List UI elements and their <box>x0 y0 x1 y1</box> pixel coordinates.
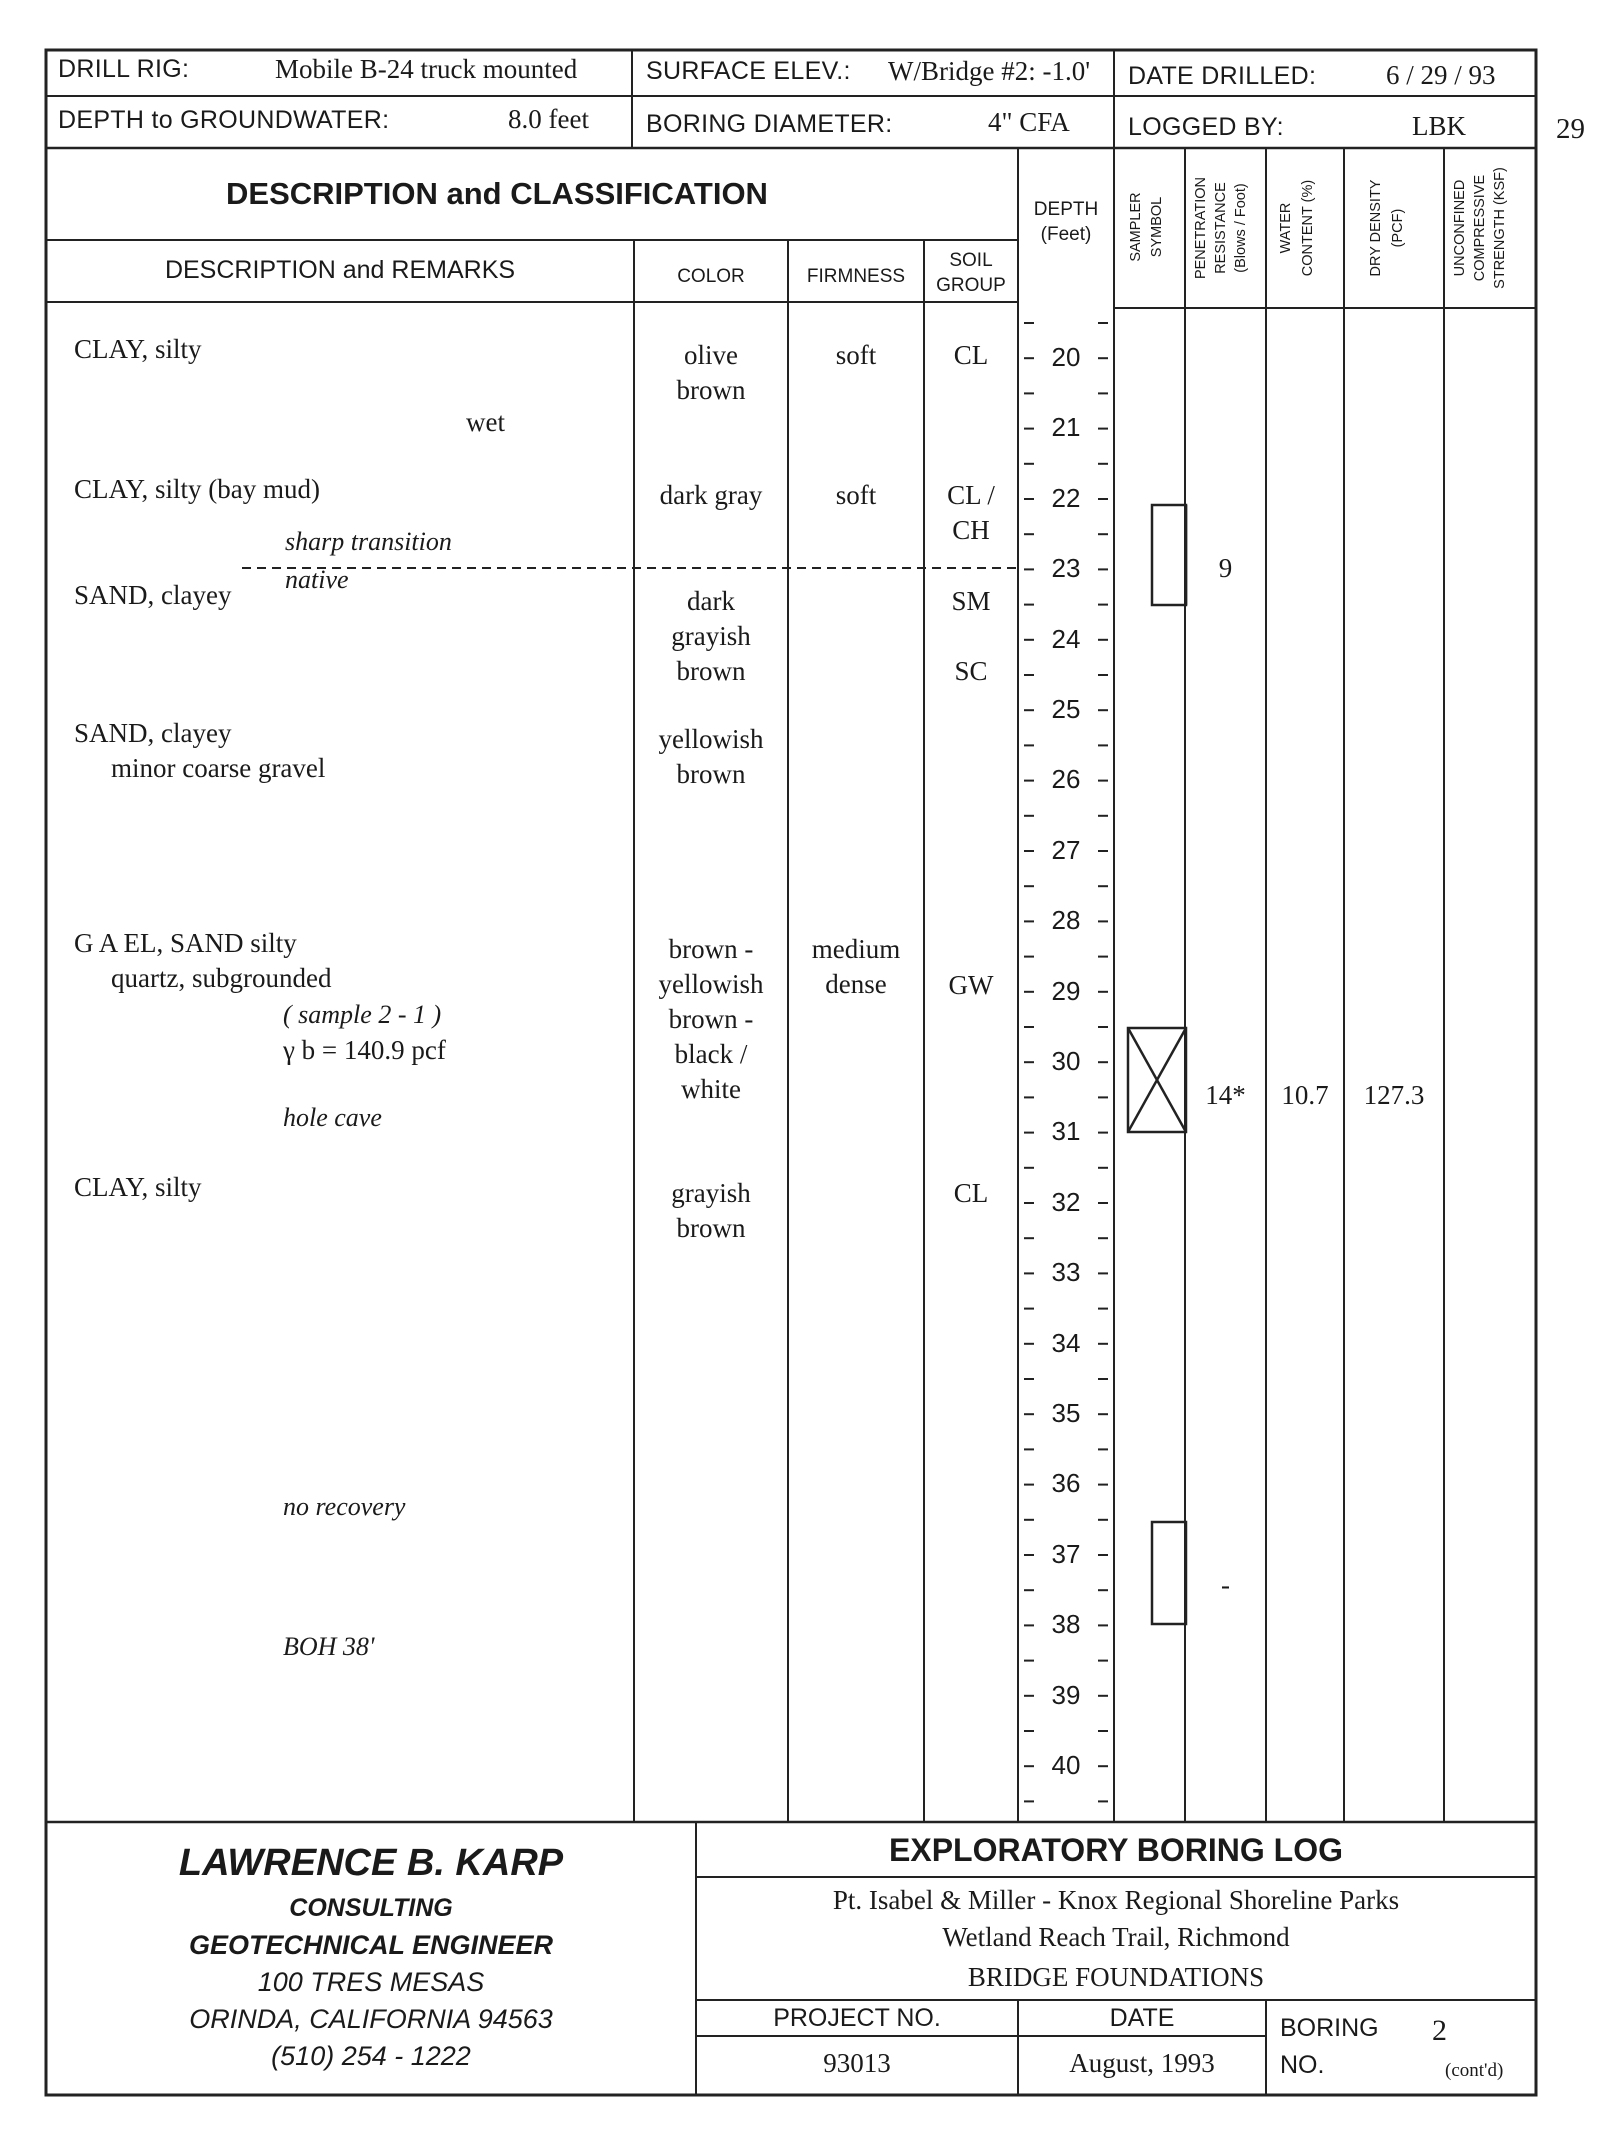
description-item: CLAY, silty (bay mud) <box>74 474 321 504</box>
drill-rig-value: Mobile B-24 truck mounted <box>275 54 578 84</box>
date-label: DATE <box>1109 2004 1175 2032</box>
project-line: Wetland Reach Trail, Richmond <box>942 1922 1290 1952</box>
boring-no-value: 2 <box>1432 2014 1447 2047</box>
sampler-symbol-3 <box>1152 1522 1186 1624</box>
depth-mark: 32 <box>1051 1186 1081 1217</box>
sampler-symbol-1 <box>1152 505 1186 605</box>
boring-diameter-value: 4" CFA <box>988 107 1070 137</box>
description-item: minor coarse gravel <box>111 753 326 783</box>
depth-mark: 20 <box>1051 342 1081 372</box>
firmness-entry: soft <box>835 340 877 370</box>
water-content-value: 10.7 <box>1281 1080 1329 1110</box>
groundwater-label: DEPTH to GROUNDWATER: <box>58 106 390 134</box>
description-item: CLAY, silty <box>74 1172 202 1202</box>
soil-group-entry: GW <box>948 970 994 1000</box>
firm-line: GEOTECHNICAL ENGINEER <box>188 1930 554 1960</box>
remark-item: no recovery <box>283 1492 406 1521</box>
unconfined-header-line3: STRENGTH (KSF) <box>1492 167 1508 289</box>
boring-no-note: (cont'd) <box>1445 2060 1504 2081</box>
depth-mark: 31 <box>1051 1116 1081 1147</box>
margin-page-number: 29 <box>1556 113 1585 145</box>
color-entry: olive brown <box>676 340 746 405</box>
dry-density-header-line2: (PCF) <box>1390 208 1406 248</box>
penetration-value: 14* <box>1205 1080 1246 1110</box>
sampler-header-line2: SYMBOL <box>1149 196 1165 258</box>
firm-line: (510) 254 - 1222 <box>271 2041 471 2071</box>
section-title: DESCRIPTION and CLASSIFICATION <box>226 176 768 211</box>
firmness-column-header: FIRMNESS <box>806 266 906 287</box>
remark-item: native <box>285 565 349 594</box>
logged-by-value: LBK <box>1412 111 1466 141</box>
depth-mark: 34 <box>1051 1327 1081 1358</box>
description-item: quartz, subgrounded <box>111 963 332 993</box>
description-item: wet <box>466 407 505 437</box>
boring-no-label-line1: BORING <box>1280 2014 1379 2042</box>
depth-mark: 33 <box>1051 1257 1081 1288</box>
depth-mark: 40 <box>1051 1750 1081 1780</box>
depth-mark: 30 <box>1051 1046 1081 1076</box>
remark-item: hole cave <box>283 1103 382 1132</box>
soil-group-entry: SC <box>954 656 988 686</box>
penetration-header-line3: (Blows / Foot) <box>1233 183 1249 273</box>
soil-group-header-line2: GROUP <box>936 275 1006 296</box>
drill-rig-label: DRILL RIG: <box>58 55 190 83</box>
project-no-value: 93013 <box>823 2048 891 2078</box>
description-item: SAND, clayey <box>74 580 232 610</box>
penetration-header-line1: PENETRATION <box>1193 176 1209 280</box>
log-title: EXPLORATORY BORING LOG <box>889 1832 1343 1868</box>
color-entry: grayish brown <box>671 1178 751 1243</box>
depth-mark: 24 <box>1051 623 1081 654</box>
depth-header-line2: (Feet) <box>1040 224 1092 245</box>
soil-group-entry: CL / CH <box>947 480 995 545</box>
depth-mark: 25 <box>1051 694 1081 724</box>
dry-density-header-line1: DRY DENSITY <box>1368 179 1384 277</box>
date-drilled-label: DATE DRILLED: <box>1128 62 1317 90</box>
color-entry: dark grayish brown <box>671 586 751 686</box>
project-line: BRIDGE FOUNDATIONS <box>967 1962 1265 1992</box>
description-item: G A EL, SAND silty <box>74 928 297 958</box>
penetration-value: - <box>1221 1570 1230 1600</box>
depth-mark: 26 <box>1051 764 1081 795</box>
surface-elev-value: W/Bridge #2: -1.0' <box>888 56 1091 86</box>
depth-mark: 27 <box>1051 834 1081 865</box>
description-item: CLAY, silty <box>74 334 202 364</box>
depth-mark: 35 <box>1051 1398 1081 1428</box>
depth-mark: 28 <box>1051 905 1081 936</box>
firm-name: LAWRENCE B. KARP <box>178 1842 564 1884</box>
water-content-header-line1: WATER <box>1278 202 1294 254</box>
depth-mark: 22 <box>1051 482 1081 513</box>
remark-item: γ b = 140.9 pcf <box>283 1035 446 1065</box>
color-column-header: COLOR <box>677 266 745 287</box>
unconfined-header-line1: UNCONFINED <box>1452 179 1468 277</box>
depth-mark: 36 <box>1051 1468 1081 1499</box>
project-no-label: PROJECT NO. <box>773 2004 941 2032</box>
depth-mark: 23 <box>1051 553 1081 584</box>
color-entry: yellowish brown <box>658 724 764 789</box>
date-value: August, 1993 <box>1069 2048 1215 2078</box>
groundwater-value: 8.0 feet <box>508 104 589 134</box>
firm-line: CONSULTING <box>289 1894 453 1922</box>
logged-by-label: LOGGED BY: <box>1128 113 1284 141</box>
soil-group-header-line1: SOIL <box>949 250 993 271</box>
description-column-header: DESCRIPTION and REMARKS <box>164 256 516 284</box>
boring-diameter-label: BORING DIAMETER: <box>646 110 893 138</box>
remark-item: sharp transition <box>285 527 452 556</box>
remark-item: ( sample 2 - 1 ) <box>283 1000 442 1029</box>
depth-mark: 37 <box>1051 1538 1081 1569</box>
remark-item: BOH 38' <box>283 1632 375 1661</box>
firmness-entry: soft <box>835 480 877 510</box>
firm-line: 100 TRES MESAS <box>257 1967 485 1997</box>
penetration-value: 9 <box>1218 553 1233 583</box>
surface-elev-label: SURFACE ELEV.: <box>646 57 851 85</box>
soil-group-entry: CL <box>953 1178 989 1208</box>
depth-mark: 39 <box>1051 1679 1081 1710</box>
project-line: Pt. Isabel & Miller - Knox Regional Shoreline Parks <box>832 1885 1400 1915</box>
soil-group-entry: CL <box>953 340 989 370</box>
depth-header-line1: DEPTH <box>1033 199 1099 220</box>
firm-line: ORINDA, CALIFORNIA 94563 <box>189 2004 553 2034</box>
date-drilled-value: 6 / 29 / 93 <box>1386 60 1496 90</box>
color-entry: dark gray <box>659 480 763 510</box>
depth-mark: 29 <box>1051 975 1081 1006</box>
water-content-header-line2: CONTENT (%) <box>1300 179 1316 277</box>
depth-mark: 21 <box>1051 412 1081 443</box>
unconfined-header-line2: COMPRESSIVE <box>1472 174 1488 282</box>
soil-group-entry: SM <box>951 586 991 616</box>
description-item: SAND, clayey <box>74 718 232 748</box>
color-entry: brown - yellowish brown - black / white <box>658 934 764 1104</box>
boring-no-label-line2: NO. <box>1280 2051 1325 2079</box>
depth-mark: 38 <box>1051 1609 1081 1640</box>
firmness-entry: medium dense <box>811 934 901 999</box>
dry-density-value: 127.3 <box>1363 1080 1425 1110</box>
penetration-header-line2: RESISTANCE <box>1213 182 1229 274</box>
sampler-header-line1: SAMPLER <box>1128 192 1144 262</box>
